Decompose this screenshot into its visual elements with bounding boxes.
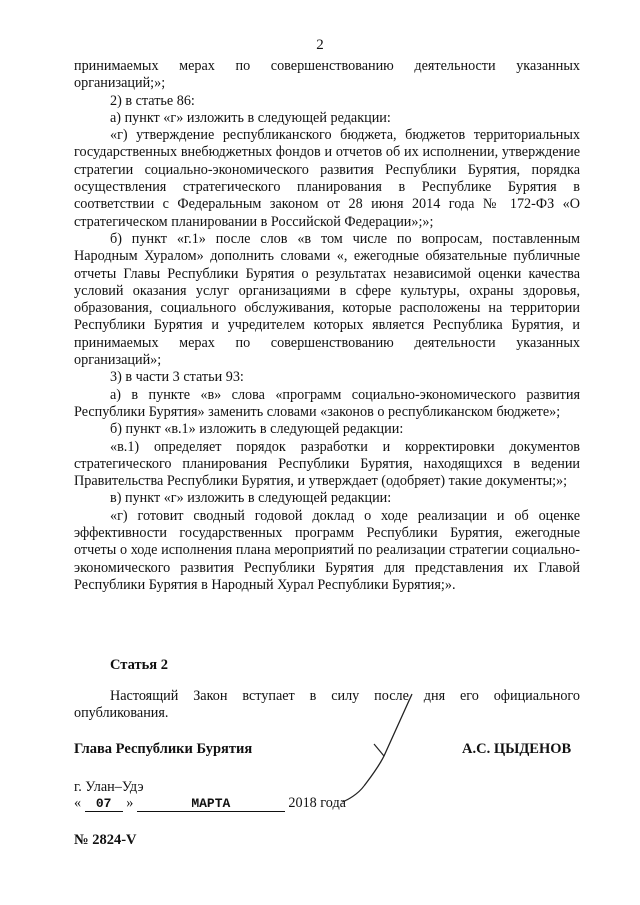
date-open-quote: « bbox=[74, 795, 82, 811]
paragraph-item: 3) в части 3 статьи 93: bbox=[110, 369, 244, 386]
date-year: 2018 года bbox=[288, 795, 346, 811]
date-line bbox=[74, 795, 346, 812]
date-day: 07 bbox=[85, 796, 123, 812]
final-paragraph: Настоящий Закон вступает в силу после дня его официального опубликования. bbox=[74, 688, 580, 722]
signatory-name: А.С. ЦЫДЕНОВ bbox=[462, 741, 572, 757]
signature-mark bbox=[340, 686, 460, 806]
paragraph-item: «в.1) определяет порядок разработки и корректировки документов стратегического планирования Республики Бурятия, находящихся в ведении Правительства Республики Бурятия, и утверждает (одобряет) такие документы;»; bbox=[74, 438, 580, 490]
law-number: № 2824-V bbox=[74, 832, 137, 848]
paragraph-item: в) пункт «г» изложить в следующей редакции: bbox=[110, 490, 392, 507]
date-close-quote: » bbox=[126, 795, 134, 811]
paragraph-item: 2) в статье 86: bbox=[110, 92, 195, 109]
city-line: г. Улан–Удэ bbox=[74, 779, 144, 795]
paragraph-continuation: принимаемых мерах по совершенствованию деятельности указанных организаций;»; bbox=[74, 58, 580, 92]
paragraph-item: «г) готовит сводный годовой доклад о ходе реализации и об оценке эффективности государственных программ Республики Бурятия, ежегодные отчеты о ходе исполнения плана мероприятий по реализации стратегии социально-экономического развития Республики Бурятия для представления их Главой Республики Бурятия в Народный Хурал Республики Бурятия;». bbox=[74, 507, 580, 593]
paragraph-item: б) пункт «г.1» после слов «в том числе по вопросам, поставленным Народным Хуралом» дополнить словами «, ежегодные обязательные публичные отчеты Главы Республики Бурятия о результатах независимой оценки качества условий оказания услуг организациями в сфере культуры, охраны здоровья, образования, социального обслуживания, которые расположены на территории Республики Бурятия и учредителем которых является Республика Бурятия, и принимаемых мерах по совершенствованию деятельности указанных организаций»; bbox=[74, 230, 580, 369]
page-number: 2 bbox=[316, 37, 324, 53]
paragraph-item: а) пункт «г» изложить в следующей редакции: bbox=[110, 109, 391, 126]
paragraph-item: а) в пункте «в» слова «программ социально-экономического развития Республики Бурятия» заменить словами «законов о республиканском бюджете»; bbox=[74, 386, 580, 420]
article-heading: Статья 2 bbox=[110, 657, 168, 673]
law-body-text bbox=[74, 58, 580, 594]
paragraph-item: б) пункт «в.1» изложить в следующей редакции: bbox=[110, 421, 404, 438]
paragraph-item: «г) утверждение республиканского бюджета, бюджетов территориальных государственных внебюджетных фондов и отчетов об их исполнении, утверждение стратегии социально-экономического развития Республики Бурятия, порядка осуществления стратегического планирования в Республике Бурятия в соответствии с Федеральным законом от 28 июня 2014 года № 172-ФЗ «О стратегическом планировании в Российской Федерации»;»; bbox=[74, 127, 580, 230]
signatory-title: Глава Республики Бурятия bbox=[74, 741, 253, 757]
date-month: МАРТА bbox=[137, 796, 285, 812]
